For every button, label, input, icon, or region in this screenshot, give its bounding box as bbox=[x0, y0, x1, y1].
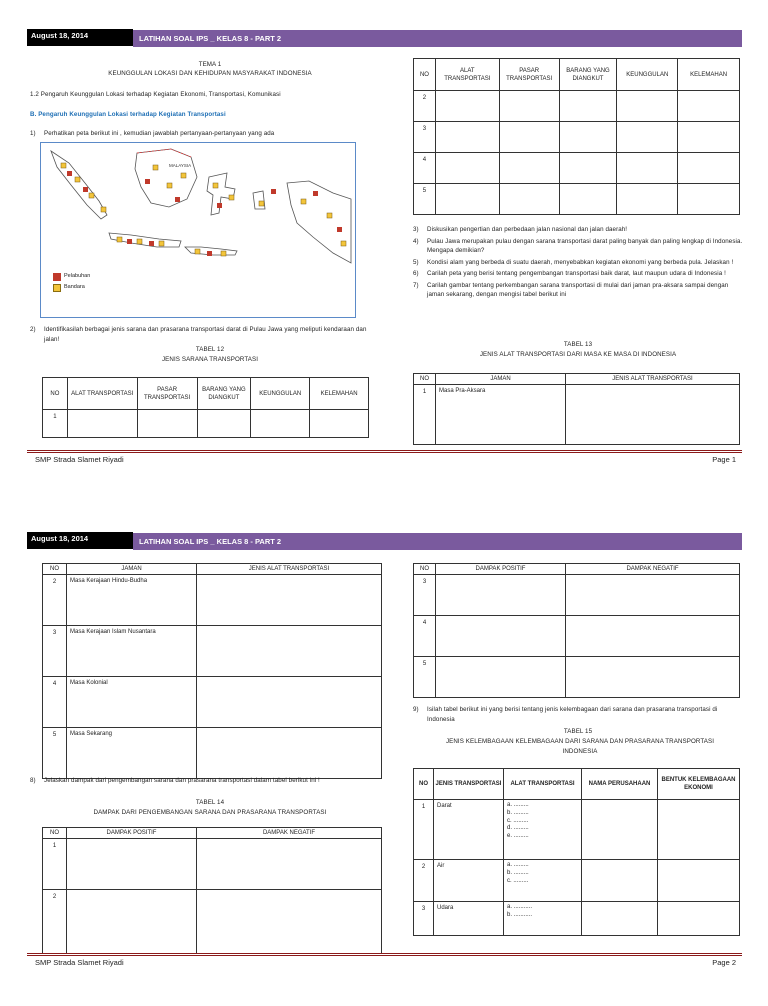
page-2 bbox=[0, 503, 768, 1006]
question-3 bbox=[413, 225, 743, 235]
table-row bbox=[414, 385, 740, 445]
tabel12-title: TABEL 12 bbox=[195, 346, 225, 353]
airport-icon bbox=[53, 284, 61, 292]
row-jaman: Masa Kerajaan Hindu-Budha bbox=[67, 575, 197, 626]
table-cell[interactable] bbox=[435, 153, 499, 184]
footer-rule bbox=[27, 450, 742, 451]
question-number: 5) bbox=[413, 258, 419, 266]
table-cell[interactable] bbox=[499, 91, 559, 122]
table-row bbox=[43, 890, 382, 954]
row-number: 1 bbox=[43, 839, 67, 890]
question-number: 3) bbox=[413, 226, 419, 233]
question-8 bbox=[30, 776, 375, 786]
col-barang: BARANG YANG DIANGKUT bbox=[559, 59, 617, 91]
tabel13-subtitle: JENIS ALAT TRANSPORTASI DARI MASA KE MASA DI INDONESIA bbox=[479, 351, 677, 358]
col-alat: ALAT TRANSPORTASI bbox=[435, 59, 499, 91]
question-number: 2) bbox=[30, 326, 36, 333]
question-text: Pulau Jawa merupakan pulau dengan sarana transportasi darat paling banyak dan paling lengkap di Indonesia. Mengapa demikian? bbox=[427, 237, 743, 254]
sumatra-island bbox=[51, 151, 107, 219]
row-number: 1 bbox=[414, 385, 436, 445]
row-number: 2 bbox=[43, 575, 67, 626]
table-row bbox=[414, 616, 740, 657]
table-cell[interactable] bbox=[436, 575, 566, 616]
table-cell[interactable] bbox=[566, 657, 740, 698]
table-header-row bbox=[43, 828, 382, 839]
row-jaman: Masa Pra-Aksara bbox=[436, 385, 566, 445]
section-heading: 1.2 Pengaruh Keunggulan Lokasi terhadap Kegiatan Ekonomi, Transportasi, Komunikasi bbox=[30, 91, 281, 98]
col-jenis: JENIS ALAT TRANSPORTASI bbox=[197, 564, 382, 575]
col-no: NO bbox=[414, 769, 434, 800]
table-cell[interactable] bbox=[499, 153, 559, 184]
row-jaman: Masa Kerajaan Islam Nusantara bbox=[67, 626, 197, 677]
map-label-malaysia: MALAYSIA bbox=[169, 163, 192, 168]
tabel15 bbox=[413, 768, 740, 936]
table-cell[interactable] bbox=[617, 184, 678, 215]
table-cell[interactable] bbox=[436, 616, 566, 657]
table-cell[interactable] bbox=[678, 91, 740, 122]
table-row bbox=[43, 839, 382, 890]
list-item[interactable]: a. ......... bbox=[507, 802, 529, 808]
papua-island bbox=[287, 181, 351, 263]
col-no: NO bbox=[43, 828, 67, 839]
list-item[interactable]: a. ........... bbox=[507, 904, 533, 910]
col-dampak-positif: DAMPAK POSITIF bbox=[436, 564, 566, 575]
question-5 bbox=[413, 258, 743, 268]
question-text: Identifikasilah berbagai jenis sarana dan prasarana transportasi darat di Pulau Jawa yang meliputi kendaraan dan jalan! bbox=[44, 326, 367, 343]
footer-school: SMP Strada Slamet Riyadi bbox=[35, 455, 124, 464]
tema-title: TEMA 1 bbox=[198, 61, 222, 68]
table-cell[interactable] bbox=[197, 839, 382, 890]
table-row bbox=[43, 677, 382, 728]
table-cell[interactable] bbox=[658, 800, 740, 860]
table-cell[interactable] bbox=[617, 91, 678, 122]
kalimantan-island bbox=[135, 149, 197, 207]
page-header bbox=[27, 532, 742, 551]
table-row bbox=[414, 657, 740, 698]
row-number: 5 bbox=[414, 657, 436, 698]
table-header-row bbox=[414, 769, 740, 800]
table-cell[interactable] bbox=[658, 860, 740, 902]
table-cell[interactable] bbox=[499, 122, 559, 153]
row-number: 4 bbox=[43, 677, 67, 728]
footer-page-number: Page 2 bbox=[712, 958, 736, 967]
col-jaman: JAMAN bbox=[67, 564, 197, 575]
footer-page-number: Page 1 bbox=[712, 455, 736, 464]
list-item[interactable]: c. ......... bbox=[507, 877, 529, 884]
col-no: NO bbox=[414, 564, 436, 575]
question-text: Diskusikan pengertian dan perbedaan jalan nasional dan jalan daerah! bbox=[427, 226, 628, 233]
tabel14-continued bbox=[413, 563, 740, 698]
alat-list bbox=[504, 800, 582, 860]
question-text: Isilah tabel berikut ini yang berisi tentang jenis kelembagaan dari sarana dan prasarana transportasi di Indonesia bbox=[427, 706, 718, 723]
row-jaman: Masa Kolonial bbox=[67, 677, 197, 728]
table-cell[interactable] bbox=[678, 153, 740, 184]
table-cell[interactable] bbox=[197, 410, 251, 438]
table-row bbox=[43, 728, 382, 779]
col-no: NO bbox=[43, 378, 68, 410]
header-date: August 18, 2014 bbox=[27, 29, 133, 46]
col-jenis: JENIS ALAT TRANSPORTASI bbox=[566, 374, 740, 385]
list-item[interactable]: b. ......... bbox=[507, 809, 529, 816]
question-number: 6) bbox=[413, 270, 419, 277]
question-number: 8) bbox=[30, 777, 36, 784]
table-cell[interactable] bbox=[559, 91, 617, 122]
table-cell[interactable] bbox=[582, 902, 658, 936]
table-cell[interactable] bbox=[582, 800, 658, 860]
list-item[interactable]: a. ......... bbox=[507, 862, 529, 868]
header-title: LATIHAN SOAL IPS _ KELAS 8 - PART 2 bbox=[133, 533, 742, 550]
row-number: 4 bbox=[414, 153, 436, 184]
table-row bbox=[43, 575, 382, 626]
tabel14-subtitle: DAMPAK DARI PENGEMBANGAN SARANA DAN PRASARANA TRANSPORTASI bbox=[93, 809, 327, 816]
table-cell[interactable] bbox=[499, 184, 559, 215]
maluku-island bbox=[253, 191, 265, 209]
table-cell[interactable] bbox=[617, 153, 678, 184]
table-cell[interactable] bbox=[435, 184, 499, 215]
question-number: 1) bbox=[30, 130, 36, 137]
table-cell[interactable] bbox=[67, 839, 197, 890]
table-cell[interactable] bbox=[658, 902, 740, 936]
question-6 bbox=[413, 269, 743, 279]
question-7 bbox=[413, 281, 743, 300]
table-cell[interactable] bbox=[67, 890, 197, 954]
question-text: Carilah peta yang berisi tentang pengembangan transportasi baik darat, laut maupun udara di Indonesia ! bbox=[427, 270, 726, 277]
table-row bbox=[414, 902, 740, 936]
row-number: 3 bbox=[414, 122, 436, 153]
table-cell[interactable] bbox=[566, 616, 740, 657]
table-row bbox=[414, 122, 740, 153]
tabel14 bbox=[42, 827, 382, 954]
question-9 bbox=[413, 705, 743, 724]
list-item[interactable]: b. ........... bbox=[507, 911, 533, 918]
col-keunggulan: KEUNGGULAN bbox=[617, 59, 678, 91]
tabel15-subtitle: JENIS KELEMBAGAAN KELEMBAGAAN DARI SARANA DAN PRASARANA TRANSPORTASI INDONESIA bbox=[445, 738, 715, 755]
col-kelemahan: KELEMAHAN bbox=[678, 59, 740, 91]
col-alat: ALAT TRANSPORTASI bbox=[67, 378, 137, 410]
row-jenis: Darat bbox=[434, 800, 504, 860]
table-cell[interactable] bbox=[678, 184, 740, 215]
tabel13-title: TABEL 13 bbox=[563, 341, 593, 348]
col-barang: BARANG YANG DIANGKUT bbox=[197, 378, 251, 410]
col-alat-transportasi: ALAT TRANSPORTASI bbox=[504, 769, 582, 800]
page-header bbox=[27, 29, 742, 48]
tabel12-continued bbox=[413, 58, 740, 215]
table-row bbox=[414, 184, 740, 215]
table-cell[interactable] bbox=[197, 677, 382, 728]
table-cell[interactable] bbox=[617, 122, 678, 153]
row-number: 3 bbox=[414, 902, 434, 936]
col-no: NO bbox=[414, 59, 436, 91]
col-pasar: PASAR TRANSPORTASI bbox=[137, 378, 197, 410]
table-cell[interactable] bbox=[566, 575, 740, 616]
header-title: LATIHAN SOAL IPS _ KELAS 8 - PART 2 bbox=[133, 30, 742, 47]
page-footer bbox=[27, 953, 742, 967]
table-cell[interactable] bbox=[137, 410, 197, 438]
header-date: August 18, 2014 bbox=[27, 532, 133, 549]
col-jaman: JAMAN bbox=[436, 374, 566, 385]
col-no: NO bbox=[43, 564, 67, 575]
col-dampak-negatif: DAMPAK NEGATIF bbox=[197, 828, 382, 839]
row-number: 2 bbox=[43, 890, 67, 954]
tabel15-title: TABEL 15 bbox=[563, 728, 593, 735]
tabel12-subtitle: JENIS SARANA TRANSPORTASI bbox=[161, 356, 259, 363]
list-item[interactable]: b. ......... bbox=[507, 869, 529, 876]
row-number: 5 bbox=[414, 184, 436, 215]
legend-pelabuhan bbox=[53, 271, 90, 282]
col-no: NO bbox=[414, 374, 436, 385]
row-jaman: Masa Sekarang bbox=[67, 728, 197, 779]
map-legend bbox=[53, 271, 90, 293]
table-cell[interactable] bbox=[67, 410, 137, 438]
alat-list bbox=[504, 902, 582, 936]
col-dampak-negatif: DAMPAK NEGATIF bbox=[566, 564, 740, 575]
subsection-heading: B. Pengaruh Keunggulan Lokasi terhadap Kegiatan Transportasi bbox=[30, 111, 226, 118]
table-cell[interactable] bbox=[197, 728, 382, 779]
table-row bbox=[414, 91, 740, 122]
table-cell[interactable] bbox=[582, 860, 658, 902]
col-bentuk-kelembagaan: BENTUK KELEMBAGAAN EKONOMI bbox=[658, 769, 740, 800]
port-icon bbox=[53, 273, 61, 281]
table-row bbox=[43, 626, 382, 677]
question-2 bbox=[30, 325, 370, 344]
col-pasar: PASAR TRANSPORTASI bbox=[499, 59, 559, 91]
footer-rule bbox=[27, 452, 742, 453]
row-number: 4 bbox=[414, 616, 436, 657]
row-number: 5 bbox=[43, 728, 67, 779]
footer-school: SMP Strada Slamet Riyadi bbox=[35, 958, 124, 967]
table-cell[interactable] bbox=[678, 122, 740, 153]
question-text: Perhatikan peta berikut ini , kemudian jawablah pertanyaan-pertanyaan yang ada bbox=[44, 130, 275, 137]
table-cell[interactable] bbox=[435, 91, 499, 122]
table-cell[interactable] bbox=[197, 575, 382, 626]
table-cell[interactable] bbox=[310, 410, 369, 438]
table-row bbox=[414, 575, 740, 616]
tabel14-title: TABEL 14 bbox=[195, 799, 225, 806]
sulawesi-island bbox=[207, 173, 235, 215]
page-footer bbox=[27, 450, 742, 464]
table-row bbox=[414, 153, 740, 184]
table-cell[interactable] bbox=[251, 410, 310, 438]
question-4 bbox=[413, 237, 743, 256]
table-header-row bbox=[43, 378, 369, 410]
tabel13-part2 bbox=[42, 563, 382, 779]
row-number: 3 bbox=[414, 575, 436, 616]
row-number: 2 bbox=[414, 860, 434, 902]
tabel13-part1 bbox=[413, 373, 740, 445]
table-cell[interactable] bbox=[197, 890, 382, 954]
row-number: 1 bbox=[43, 410, 68, 438]
question-text: Jelaskan dampak dari pengembangan sarana dan prasarana transportasi dalam tabel berikut ini ! bbox=[44, 777, 320, 784]
table-header-row bbox=[414, 374, 740, 385]
legend-label: Pelabuhan bbox=[64, 273, 91, 279]
row-number: 1 bbox=[414, 800, 434, 860]
table-cell[interactable] bbox=[435, 122, 499, 153]
col-dampak-positif: DAMPAK POSITIF bbox=[67, 828, 197, 839]
table-row bbox=[414, 860, 740, 902]
question-number: 4) bbox=[413, 237, 419, 245]
legend-bandara bbox=[53, 282, 90, 293]
col-kelemahan: KELEMAHAN bbox=[310, 378, 369, 410]
row-jenis: Udara bbox=[434, 902, 504, 936]
table-header-row bbox=[414, 59, 740, 91]
table-cell[interactable] bbox=[566, 385, 740, 445]
list-item[interactable]: d. ......... bbox=[507, 825, 529, 832]
legend-label: Bandara bbox=[64, 284, 85, 290]
table-header-row bbox=[414, 564, 740, 575]
table-row bbox=[43, 410, 369, 438]
table-cell[interactable] bbox=[559, 153, 617, 184]
list-item[interactable]: c. ......... bbox=[507, 817, 529, 824]
alat-list bbox=[504, 860, 582, 902]
question-number: 7) bbox=[413, 281, 419, 289]
question-1 bbox=[30, 129, 380, 139]
col-nama-perusahaan: NAMA PERUSAHAAN bbox=[582, 769, 658, 800]
row-jenis: Air bbox=[434, 860, 504, 902]
question-number: 9) bbox=[413, 706, 419, 713]
indonesia-map bbox=[40, 142, 356, 318]
table-cell[interactable] bbox=[197, 626, 382, 677]
col-jenis-transportasi: JENIS TRANSPORTASI bbox=[434, 769, 504, 800]
table-cell[interactable] bbox=[436, 657, 566, 698]
tabel12 bbox=[42, 377, 369, 438]
list-item[interactable]: e. ......... bbox=[507, 833, 529, 840]
row-number: 3 bbox=[43, 626, 67, 677]
row-number: 2 bbox=[414, 91, 436, 122]
col-keunggulan: KEUNGGULAN bbox=[251, 378, 310, 410]
table-row bbox=[414, 800, 740, 860]
tema-subtitle: KEUNGGULAN LOKASI DAN KEHIDUPAN MASYARAKAT INDONESIA bbox=[108, 70, 312, 77]
question-text: Carilah gambar tentang perkembangan sarana transportasi di mulai dari jaman pra-aksara sampai dengan jaman sekarang, dengan mengisi tabel berikut ini bbox=[427, 281, 729, 298]
footer-rule bbox=[27, 955, 742, 956]
table-cell[interactable] bbox=[559, 122, 617, 153]
footer-rule bbox=[27, 953, 742, 954]
questions-3-7 bbox=[413, 225, 743, 300]
question-text: Kondisi alam yang berbeda di suatu daerah, menyebabkan kegiatan ekonomi yang berbeda pula. Jelaskan ! bbox=[427, 258, 734, 266]
table-cell[interactable] bbox=[559, 184, 617, 215]
table-header-row bbox=[43, 564, 382, 575]
